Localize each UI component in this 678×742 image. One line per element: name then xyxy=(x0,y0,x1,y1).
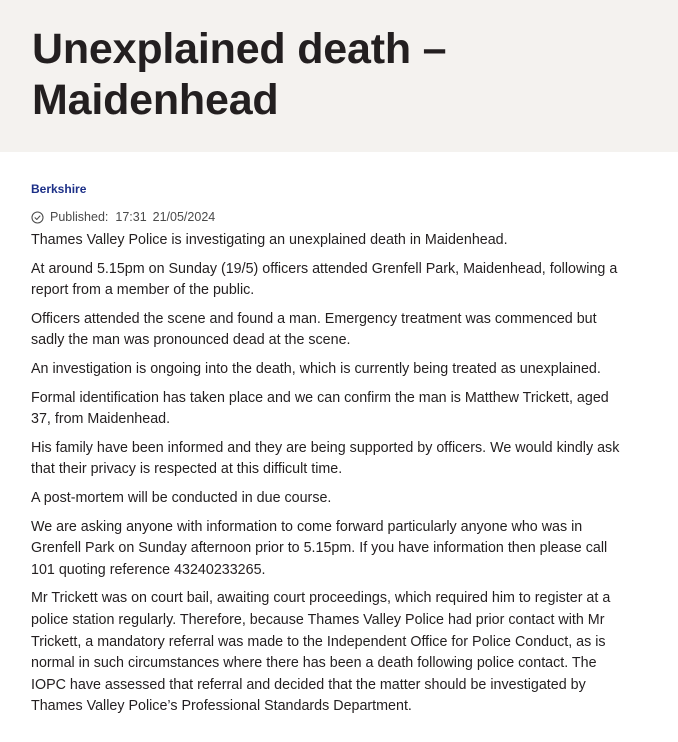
paragraph: A post-mortem will be conducted in due course. xyxy=(31,489,332,506)
paragraph: Mr Trickett was on court bail, awaiting court proceedings, which required him to register at a police station regularly. Therefore, because Thames Valley Police had prior contact with Mr Trickett, a mandatory referral was made to the Independent Office for Police Conduct, as is normal in such circumstances where there has been a death following police contact. The IOPC have assessed that referral and decided that the matter should be investigated by Thames Valley Police’s Professional Standards Department. xyxy=(31,590,611,715)
published-time: 17:31 xyxy=(115,210,147,224)
article-header xyxy=(0,0,678,152)
published-info xyxy=(31,209,647,225)
article-text xyxy=(31,230,631,718)
paragraph: Formal identification has taken place and we can confirm the man is Matthew Trickett, aged 37, from Maidenhead. xyxy=(31,389,609,428)
article-body xyxy=(0,152,678,718)
published-date: 21/05/2024 xyxy=(152,210,216,224)
paragraph: His family have been informed and they are being supported by officers. We would kindly ask that their privacy is respected at this difficult time. xyxy=(31,439,620,478)
paragraph: Thames Valley Police is investigating an unexplained death in Maidenhead. xyxy=(31,232,508,248)
check-circle-icon xyxy=(31,211,44,224)
published-label: Published: xyxy=(50,210,109,224)
paragraph: We are asking anyone with information to come forward particularly anyone who was in Grenfell Park on Sunday afternoon prior to 5.15pm. If you have information then please call 101 quoting reference 43240233265. xyxy=(31,518,608,578)
page-title: Unexplained death – Maidenhead xyxy=(32,25,447,124)
category-link[interactable]: Berkshire xyxy=(31,182,87,196)
paragraph: At around 5.15pm on Sunday (19/5) officers attended Grenfell Park, Maidenhead, following a report from a member of the public. xyxy=(31,260,618,299)
paragraph: Officers attended the scene and found a man. Emergency treatment was commenced but sadly the man was pronounced dead at the scene. xyxy=(31,310,597,349)
paragraph: An investigation is ongoing into the death, which is currently being treated as unexplained. xyxy=(31,360,601,377)
